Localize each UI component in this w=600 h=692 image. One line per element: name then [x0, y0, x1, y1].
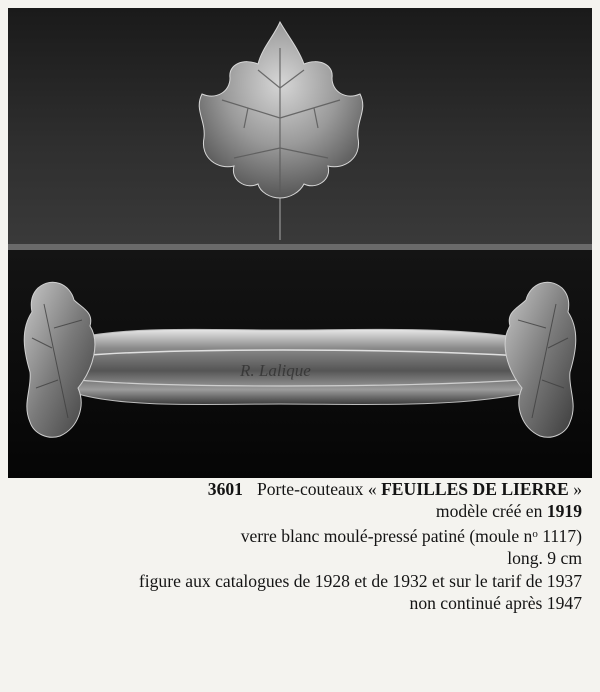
- discontinued-line: non continué après 1947: [409, 593, 582, 614]
- length-line: long. 9 cm: [507, 548, 582, 569]
- material-superscript: o: [532, 527, 538, 540]
- creation-prefix: modèle créé en: [435, 501, 543, 522]
- creation-line: [22, 500, 582, 522]
- material-suffix: 1117): [537, 525, 582, 546]
- creation-year: 1919: [546, 501, 582, 522]
- catalogues-line: figure aux catalogues de 1928 et de 1932 et sur le tarif de 1937: [138, 570, 582, 591]
- product-photo: [8, 8, 592, 478]
- entry-heading: [22, 478, 582, 500]
- quote-open: «: [367, 479, 377, 499]
- catalogue-number: 3601: [207, 479, 243, 499]
- material-prefix: verre blanc moulé-pressé patiné (moule n: [240, 525, 533, 546]
- material-line: [22, 523, 582, 547]
- model-title: FEUILLES DE LIERRE: [381, 479, 569, 499]
- quote-close: »: [573, 479, 582, 499]
- item-type: Porte-couteaux: [256, 479, 364, 499]
- signature: R. Lalique: [240, 361, 311, 380]
- catalogue-caption: [22, 478, 582, 614]
